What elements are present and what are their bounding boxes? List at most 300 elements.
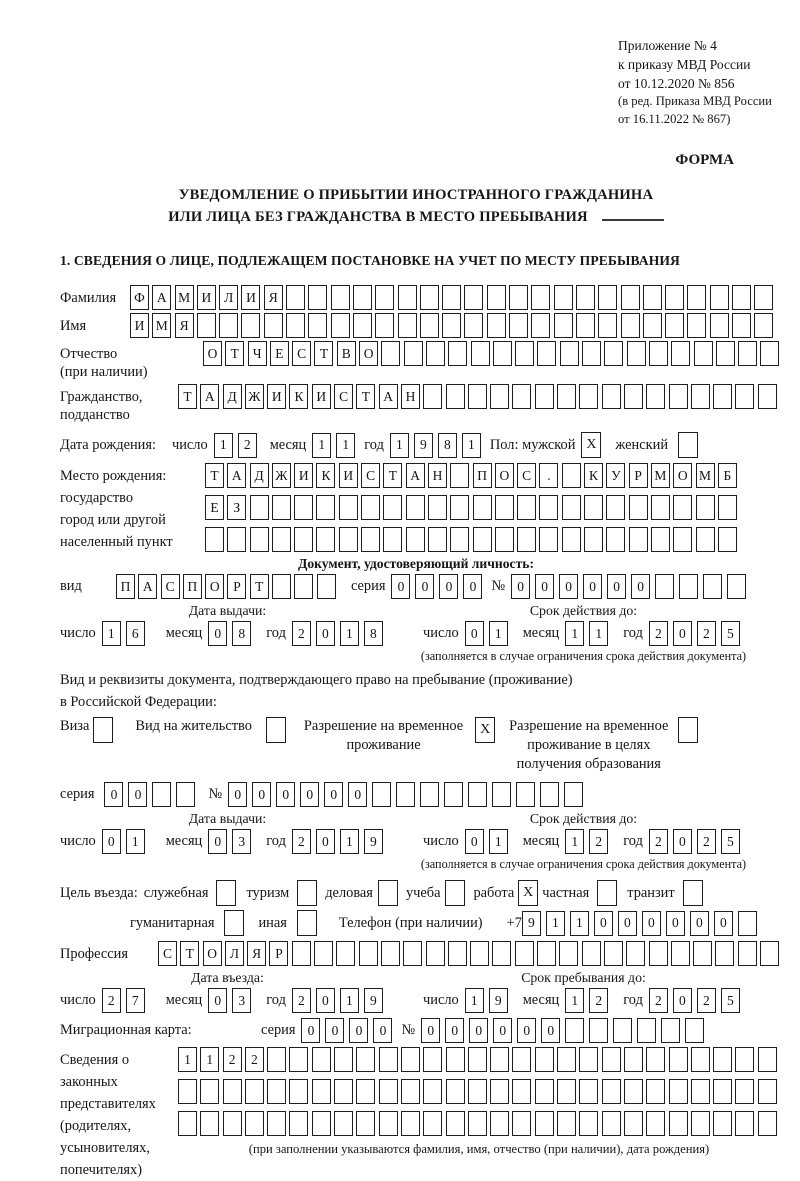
gender-male-checkbox[interactable]: X xyxy=(581,432,601,458)
form-cell[interactable] xyxy=(735,384,754,409)
form-cell[interactable] xyxy=(560,341,579,366)
form-cell[interactable]: И xyxy=(339,463,358,488)
form-cell[interactable] xyxy=(446,384,465,409)
form-cell[interactable] xyxy=(649,941,668,966)
form-cell[interactable]: Е xyxy=(270,341,289,366)
form-cell[interactable] xyxy=(693,941,712,966)
form-cell[interactable]: Д xyxy=(223,384,242,409)
form-cell[interactable] xyxy=(576,285,595,310)
form-cell[interactable]: З xyxy=(227,495,246,520)
residence-permit-checkbox[interactable] xyxy=(266,717,286,743)
doc-number-cells[interactable] xyxy=(511,574,751,599)
form-cell[interactable] xyxy=(602,1047,621,1072)
profession-cells[interactable] xyxy=(158,941,782,966)
form-cell[interactable] xyxy=(428,527,447,552)
form-cell[interactable] xyxy=(696,527,715,552)
form-cell[interactable] xyxy=(691,1079,710,1104)
form-cell[interactable]: Т xyxy=(178,384,197,409)
form-cell[interactable]: 0 xyxy=(325,1018,344,1043)
form-cell[interactable] xyxy=(669,1079,688,1104)
form-cell[interactable]: П xyxy=(116,574,135,599)
form-cell[interactable] xyxy=(649,341,668,366)
form-cell[interactable]: 1 xyxy=(489,829,508,854)
form-cell[interactable]: 1 xyxy=(570,911,589,936)
form-cell[interactable]: Р xyxy=(227,574,246,599)
form-cell[interactable] xyxy=(687,285,706,310)
form-cell[interactable] xyxy=(626,941,645,966)
form-cell[interactable] xyxy=(446,1079,465,1104)
form-cell[interactable] xyxy=(379,1047,398,1072)
birth-year-cells[interactable] xyxy=(390,433,486,458)
form-cell[interactable]: И xyxy=(241,285,260,310)
form-cell[interactable] xyxy=(643,285,662,310)
form-cell[interactable]: 0 xyxy=(301,1018,320,1043)
form-cell[interactable] xyxy=(598,285,617,310)
form-cell[interactable] xyxy=(557,1079,576,1104)
form-cell[interactable] xyxy=(442,313,461,338)
form-cell[interactable]: Н xyxy=(428,463,447,488)
form-cell[interactable]: 3 xyxy=(232,988,251,1013)
form-cell[interactable] xyxy=(602,1079,621,1104)
form-cell[interactable] xyxy=(316,527,335,552)
form-cell[interactable] xyxy=(604,341,623,366)
form-cell[interactable] xyxy=(442,285,461,310)
form-cell[interactable]: 0 xyxy=(391,574,410,599)
form-cell[interactable] xyxy=(152,782,171,807)
form-cell[interactable] xyxy=(176,782,195,807)
form-cell[interactable]: Н xyxy=(401,384,420,409)
form-cell[interactable] xyxy=(289,1079,308,1104)
form-cell[interactable] xyxy=(540,782,559,807)
form-cell[interactable]: О xyxy=(359,341,378,366)
form-cell[interactable] xyxy=(646,384,665,409)
form-cell[interactable] xyxy=(696,495,715,520)
form-cell[interactable]: М xyxy=(175,285,194,310)
form-cell[interactable]: 1 xyxy=(340,621,359,646)
form-cell[interactable] xyxy=(404,341,423,366)
form-cell[interactable]: 0 xyxy=(316,621,335,646)
form-cell[interactable] xyxy=(426,341,445,366)
res-valid-day-cells[interactable] xyxy=(465,829,513,854)
form-cell[interactable] xyxy=(715,941,734,966)
form-cell[interactable] xyxy=(685,1018,704,1043)
form-cell[interactable] xyxy=(316,495,335,520)
form-cell[interactable]: М xyxy=(651,463,670,488)
form-cell[interactable]: 0 xyxy=(465,829,484,854)
form-cell[interactable]: С xyxy=(361,463,380,488)
mk-series-cells[interactable] xyxy=(301,1018,397,1043)
birth-place-row1-cells[interactable] xyxy=(205,463,740,488)
form-cell[interactable]: О xyxy=(203,941,222,966)
purpose-other-checkbox[interactable] xyxy=(297,910,317,936)
form-cell[interactable] xyxy=(464,285,483,310)
form-cell[interactable] xyxy=(629,527,648,552)
form-cell[interactable]: Р xyxy=(269,941,288,966)
form-cell[interactable] xyxy=(512,384,531,409)
form-cell[interactable] xyxy=(339,527,358,552)
form-cell[interactable] xyxy=(361,527,380,552)
form-cell[interactable]: 0 xyxy=(607,574,626,599)
form-cell[interactable] xyxy=(738,341,757,366)
entry-year-cells[interactable] xyxy=(292,988,388,1013)
form-cell[interactable] xyxy=(289,1047,308,1072)
form-cell[interactable]: 1 xyxy=(178,1047,197,1072)
form-cell[interactable]: 2 xyxy=(292,829,311,854)
doc-issue-month-cells[interactable] xyxy=(208,621,256,646)
form-cell[interactable]: О xyxy=(205,574,224,599)
form-cell[interactable] xyxy=(473,527,492,552)
form-cell[interactable] xyxy=(535,1047,554,1072)
form-cell[interactable] xyxy=(468,782,487,807)
form-cell[interactable] xyxy=(356,1047,375,1072)
form-cell[interactable]: 1 xyxy=(214,433,233,458)
form-cell[interactable]: 0 xyxy=(228,782,247,807)
form-cell[interactable] xyxy=(331,285,350,310)
form-cell[interactable] xyxy=(420,313,439,338)
form-cell[interactable] xyxy=(758,1047,777,1072)
form-cell[interactable]: П xyxy=(183,574,202,599)
form-cell[interactable] xyxy=(468,1079,487,1104)
form-cell[interactable] xyxy=(627,341,646,366)
form-cell[interactable]: 0 xyxy=(316,829,335,854)
form-cell[interactable] xyxy=(564,782,583,807)
form-cell[interactable] xyxy=(420,782,439,807)
legal-row2-cells[interactable] xyxy=(178,1079,780,1104)
form-cell[interactable] xyxy=(539,495,558,520)
form-cell[interactable] xyxy=(381,941,400,966)
form-cell[interactable]: 1 xyxy=(340,829,359,854)
form-cell[interactable] xyxy=(178,1079,197,1104)
form-cell[interactable]: 1 xyxy=(589,621,608,646)
form-cell[interactable]: 0 xyxy=(348,782,367,807)
form-cell[interactable] xyxy=(383,527,402,552)
gender-female-checkbox[interactable] xyxy=(678,432,698,458)
form-cell[interactable]: 1 xyxy=(312,433,331,458)
form-cell[interactable] xyxy=(495,527,514,552)
form-cell[interactable] xyxy=(448,941,467,966)
form-cell[interactable] xyxy=(694,341,713,366)
form-cell[interactable] xyxy=(294,527,313,552)
form-cell[interactable] xyxy=(356,1079,375,1104)
form-cell[interactable] xyxy=(621,313,640,338)
form-cell[interactable] xyxy=(515,941,534,966)
form-cell[interactable] xyxy=(557,1111,576,1136)
form-cell[interactable] xyxy=(423,384,442,409)
birth-place-row2-cells[interactable] xyxy=(205,495,740,520)
form-cell[interactable]: 2 xyxy=(649,621,668,646)
form-cell[interactable]: В xyxy=(337,341,356,366)
form-cell[interactable] xyxy=(406,495,425,520)
form-cell[interactable]: С xyxy=(158,941,177,966)
form-cell[interactable]: Ж xyxy=(272,463,291,488)
form-cell[interactable]: М xyxy=(696,463,715,488)
form-cell[interactable] xyxy=(383,495,402,520)
form-cell[interactable] xyxy=(359,941,378,966)
form-cell[interactable] xyxy=(579,1047,598,1072)
form-cell[interactable]: 8 xyxy=(232,621,251,646)
form-cell[interactable] xyxy=(468,1047,487,1072)
doc-valid-day-cells[interactable] xyxy=(465,621,513,646)
form-cell[interactable] xyxy=(562,495,581,520)
form-cell[interactable]: 2 xyxy=(697,988,716,1013)
form-cell[interactable] xyxy=(669,1047,688,1072)
form-cell[interactable]: Ч xyxy=(248,341,267,366)
form-cell[interactable] xyxy=(606,495,625,520)
form-cell[interactable] xyxy=(646,1111,665,1136)
form-cell[interactable] xyxy=(535,1079,554,1104)
form-cell[interactable] xyxy=(673,527,692,552)
form-cell[interactable]: Т xyxy=(383,463,402,488)
form-cell[interactable] xyxy=(428,495,447,520)
doc-valid-month-cells[interactable] xyxy=(565,621,613,646)
form-cell[interactable]: К xyxy=(289,384,308,409)
form-cell[interactable] xyxy=(671,341,690,366)
form-cell[interactable] xyxy=(679,574,698,599)
form-cell[interactable] xyxy=(671,941,690,966)
form-cell[interactable] xyxy=(512,1079,531,1104)
form-cell[interactable] xyxy=(490,1079,509,1104)
form-cell[interactable] xyxy=(286,285,305,310)
form-cell[interactable] xyxy=(602,384,621,409)
form-cell[interactable]: 1 xyxy=(546,911,565,936)
form-cell[interactable]: 0 xyxy=(673,829,692,854)
form-cell[interactable] xyxy=(665,313,684,338)
form-cell[interactable] xyxy=(294,574,313,599)
stay-year-cells[interactable] xyxy=(649,988,745,1013)
form-cell[interactable] xyxy=(509,313,528,338)
form-cell[interactable] xyxy=(718,527,737,552)
form-cell[interactable]: 0 xyxy=(276,782,295,807)
form-cell[interactable]: 1 xyxy=(489,621,508,646)
form-cell[interactable]: И xyxy=(130,313,149,338)
form-cell[interactable]: 0 xyxy=(631,574,650,599)
form-cell[interactable] xyxy=(531,313,550,338)
form-cell[interactable] xyxy=(286,313,305,338)
form-cell[interactable] xyxy=(710,313,729,338)
form-cell[interactable]: О xyxy=(203,341,222,366)
temp-permit-checkbox[interactable]: X xyxy=(475,717,495,743)
form-cell[interactable]: 2 xyxy=(697,829,716,854)
form-cell[interactable]: С xyxy=(161,574,180,599)
form-cell[interactable]: 0 xyxy=(208,621,227,646)
form-cell[interactable] xyxy=(444,782,463,807)
form-cell[interactable] xyxy=(582,941,601,966)
form-cell[interactable] xyxy=(492,782,511,807)
form-cell[interactable]: 5 xyxy=(721,829,740,854)
form-cell[interactable]: Я xyxy=(264,285,283,310)
purpose-business-checkbox[interactable] xyxy=(378,880,398,906)
form-cell[interactable]: Д xyxy=(250,463,269,488)
form-cell[interactable] xyxy=(716,341,735,366)
form-cell[interactable] xyxy=(245,1111,264,1136)
form-cell[interactable] xyxy=(732,313,751,338)
form-cell[interactable] xyxy=(334,1111,353,1136)
form-cell[interactable] xyxy=(673,495,692,520)
form-cell[interactable] xyxy=(754,285,773,310)
edu-permit-checkbox[interactable] xyxy=(678,717,698,743)
form-cell[interactable] xyxy=(718,495,737,520)
form-cell[interactable] xyxy=(267,1079,286,1104)
form-cell[interactable] xyxy=(223,1079,242,1104)
form-cell[interactable] xyxy=(515,341,534,366)
form-cell[interactable]: 0 xyxy=(535,574,554,599)
form-cell[interactable] xyxy=(557,384,576,409)
form-cell[interactable] xyxy=(624,1111,643,1136)
purpose-private-checkbox[interactable] xyxy=(597,880,617,906)
doc-issue-year-cells[interactable] xyxy=(292,621,388,646)
form-cell[interactable] xyxy=(312,1111,331,1136)
purpose-official-checkbox[interactable] xyxy=(216,880,236,906)
form-cell[interactable]: 0 xyxy=(714,911,733,936)
form-cell[interactable] xyxy=(381,341,400,366)
purpose-work-checkbox[interactable]: X xyxy=(518,880,538,906)
form-cell[interactable] xyxy=(651,527,670,552)
form-cell[interactable] xyxy=(272,574,291,599)
form-cell[interactable]: 0 xyxy=(102,829,121,854)
form-cell[interactable] xyxy=(406,527,425,552)
form-cell[interactable]: 0 xyxy=(415,574,434,599)
form-cell[interactable] xyxy=(401,1111,420,1136)
form-cell[interactable]: 2 xyxy=(238,433,257,458)
form-cell[interactable]: Т xyxy=(205,463,224,488)
form-cell[interactable] xyxy=(554,285,573,310)
form-cell[interactable] xyxy=(579,1111,598,1136)
form-cell[interactable] xyxy=(468,1111,487,1136)
res-issue-month-cells[interactable] xyxy=(208,829,256,854)
doc-kind-cells[interactable] xyxy=(116,574,339,599)
form-cell[interactable] xyxy=(487,285,506,310)
form-cell[interactable] xyxy=(490,384,509,409)
form-cell[interactable]: 8 xyxy=(364,621,383,646)
form-cell[interactable] xyxy=(646,1047,665,1072)
form-cell[interactable] xyxy=(613,1018,632,1043)
form-cell[interactable] xyxy=(420,285,439,310)
form-cell[interactable] xyxy=(375,313,394,338)
form-cell[interactable] xyxy=(490,1047,509,1072)
form-cell[interactable] xyxy=(219,313,238,338)
form-cell[interactable]: Т xyxy=(225,341,244,366)
form-cell[interactable]: 1 xyxy=(565,988,584,1013)
form-cell[interactable]: Т xyxy=(180,941,199,966)
form-cell[interactable]: 0 xyxy=(439,574,458,599)
res-series-cells[interactable] xyxy=(104,782,200,807)
form-cell[interactable]: Л xyxy=(225,941,244,966)
form-cell[interactable] xyxy=(516,782,535,807)
form-cell[interactable]: Т xyxy=(356,384,375,409)
form-cell[interactable] xyxy=(537,341,556,366)
form-cell[interactable] xyxy=(372,782,391,807)
form-cell[interactable]: 0 xyxy=(594,911,613,936)
form-cell[interactable]: 1 xyxy=(465,988,484,1013)
phone-cells[interactable] xyxy=(522,911,762,936)
form-cell[interactable]: Ж xyxy=(245,384,264,409)
form-cell[interactable] xyxy=(651,495,670,520)
form-cell[interactable] xyxy=(267,1111,286,1136)
form-cell[interactable]: 0 xyxy=(104,782,123,807)
form-cell[interactable]: 2 xyxy=(292,621,311,646)
form-cell[interactable]: 0 xyxy=(618,911,637,936)
form-cell[interactable] xyxy=(624,1047,643,1072)
form-cell[interactable] xyxy=(713,1111,732,1136)
form-cell[interactable] xyxy=(602,1111,621,1136)
purpose-tourism-checkbox[interactable] xyxy=(297,880,317,906)
form-cell[interactable]: 0 xyxy=(673,988,692,1013)
form-cell[interactable] xyxy=(450,527,469,552)
form-cell[interactable] xyxy=(353,313,372,338)
form-cell[interactable]: С xyxy=(334,384,353,409)
form-cell[interactable]: С xyxy=(517,463,536,488)
form-cell[interactable]: 2 xyxy=(589,988,608,1013)
form-cell[interactable] xyxy=(487,313,506,338)
purpose-transit-checkbox[interactable] xyxy=(683,880,703,906)
stay-month-cells[interactable] xyxy=(565,988,613,1013)
form-cell[interactable] xyxy=(423,1111,442,1136)
form-cell[interactable] xyxy=(710,285,729,310)
form-cell[interactable]: 1 xyxy=(126,829,145,854)
form-cell[interactable] xyxy=(517,495,536,520)
form-cell[interactable] xyxy=(200,1079,219,1104)
form-cell[interactable]: 2 xyxy=(292,988,311,1013)
form-cell[interactable] xyxy=(401,1079,420,1104)
form-cell[interactable] xyxy=(379,1111,398,1136)
form-cell[interactable]: А xyxy=(227,463,246,488)
form-cell[interactable] xyxy=(554,313,573,338)
form-cell[interactable] xyxy=(471,341,490,366)
form-cell[interactable]: Т xyxy=(314,341,333,366)
form-cell[interactable] xyxy=(691,384,710,409)
form-cell[interactable]: Я xyxy=(175,313,194,338)
form-cell[interactable] xyxy=(629,495,648,520)
form-cell[interactable] xyxy=(450,463,469,488)
form-cell[interactable] xyxy=(379,1079,398,1104)
form-cell[interactable]: 1 xyxy=(390,433,409,458)
patronymic-cells[interactable] xyxy=(203,341,783,366)
form-cell[interactable] xyxy=(470,941,489,966)
form-cell[interactable] xyxy=(624,384,643,409)
form-cell[interactable]: 0 xyxy=(300,782,319,807)
form-cell[interactable] xyxy=(604,941,623,966)
form-cell[interactable] xyxy=(178,1111,197,1136)
form-cell[interactable]: 2 xyxy=(223,1047,242,1072)
form-cell[interactable] xyxy=(509,285,528,310)
form-cell[interactable] xyxy=(738,941,757,966)
form-cell[interactable]: А xyxy=(379,384,398,409)
form-cell[interactable] xyxy=(735,1047,754,1072)
legal-row1-cells[interactable] xyxy=(178,1047,780,1072)
form-cell[interactable]: 2 xyxy=(589,829,608,854)
form-cell[interactable]: 0 xyxy=(511,574,530,599)
form-cell[interactable] xyxy=(758,384,777,409)
form-cell[interactable] xyxy=(468,384,487,409)
form-cell[interactable]: М xyxy=(152,313,171,338)
form-cell[interactable] xyxy=(264,313,283,338)
doc-valid-year-cells[interactable] xyxy=(649,621,745,646)
form-cell[interactable]: О xyxy=(673,463,692,488)
form-cell[interactable]: 1 xyxy=(340,988,359,1013)
form-cell[interactable] xyxy=(562,463,581,488)
form-cell[interactable] xyxy=(754,313,773,338)
form-cell[interactable] xyxy=(294,495,313,520)
purpose-humanitarian-checkbox[interactable] xyxy=(224,910,244,936)
form-cell[interactable]: К xyxy=(584,463,603,488)
form-cell[interactable]: Р xyxy=(629,463,648,488)
form-cell[interactable] xyxy=(403,941,422,966)
form-cell[interactable] xyxy=(582,341,601,366)
form-cell[interactable] xyxy=(356,1111,375,1136)
form-cell[interactable] xyxy=(353,285,372,310)
form-cell[interactable] xyxy=(760,941,779,966)
birth-month-cells[interactable] xyxy=(312,433,360,458)
